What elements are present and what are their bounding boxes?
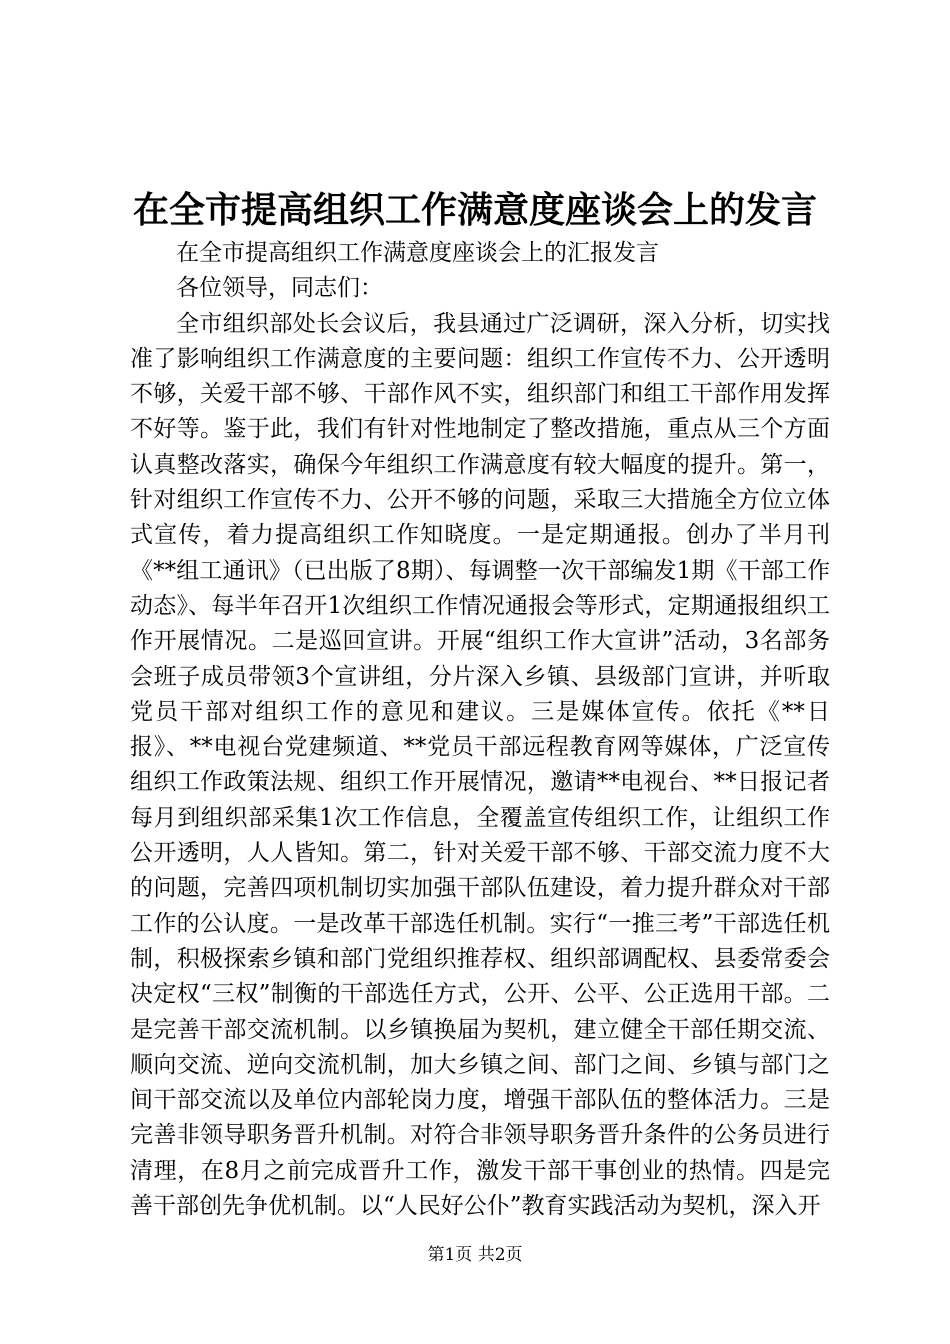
document-body [130,236,830,1224]
document-title: 在全市提高组织工作满意度座谈会上的发言 [132,189,817,231]
salutation-paragraph: 各位领导，同志们： [176,275,383,302]
subtitle-paragraph: 在全市提高组织工作满意度座谈会上的汇报发言 [176,240,659,266]
page-footer: 第1页 共2页 [427,1245,523,1265]
body-paragraph: 全市组织部处长会议后，我县通过广泛调研，深入分析，切实找准了影响组织工作满意度的主要问题：组织工作宣传不力、公开透明不够，关爱干部不够、干部作风不实，组织部门和组工干部作用发挥不好等。鉴于此，我们有针对性地制定了整改措施，重点从三个方面认真整改落实，确保今年组织工作满意度有较大幅度的提升。第一，针对组织工作宣传不力、公开不够的问题，采取三大措施全方位立体式宣传，着力提高组织工作知晓度。一是定期通报。创办了半月刊《**组工通讯》（已出版了8期）、每调整一次干部编发1期《干部工作动态》、每半年召开1次组织工作情况通报会等形式，定期通报组织工作开展情况。二是巡回宣讲。开展“组织工作大宣讲”活动，3名部务会班子成员带领3个宣讲组，分片深入乡镇、县级部门宣讲，并听取党员干部对组织工作的意见和建议。三是媒体宣传。依托《**日报》、**电视台党建频道、**党员干部远程教育网等媒体，广泛宣传组织工作政策法规、组织工作开展情况，邀请**电视台、**日报记者每月到组织部采集1次工作信息，全覆盖宣传组织工作，让组织工作公开透明，人人皆知。第二，针对关爱干部不够、干部交流力度不大的问题，完善四项机制切实加强干部队伍建设，着力提升群众对干部工作的公认度。一是改革干部选任机制。实行“一推三考”干部选任机制，积极探索乡镇和部门党组织推荐权、组织部调配权、县委常委会决定权“三权”制衡的干部选任方式，公开、公平、公正选用干部。二是完善干部交流机制。以乡镇换届为契机，建立健全干部任期交流、顺向交流、逆向交流机制，加大乡镇之间、部门之间、乡镇与部门之间干部交流以及单位内部轮岗力度，增强干部队伍的整体活力。三是完善非领导职务晋升机制。对符合非领导职务晋升条件的公务员进行清理，在8月之前完成晋升工作，激发干部干事创业的热情。四是完善干部创先争优机制。以“人民好公仆”教育实践活动为契机，深入开 [130,310,830,1220]
